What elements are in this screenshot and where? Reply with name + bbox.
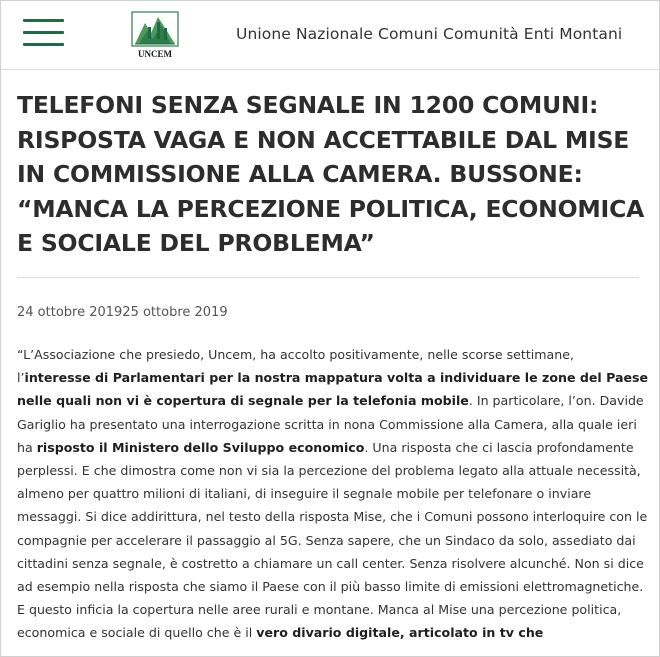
title-divider xyxy=(17,277,639,278)
body-bold-run: interesse di Parlamentari per la nostra mappatura volta a individuare le zone del Paese nelle quali non vi è copertura di segnale per la telefonia mobile xyxy=(17,370,649,409)
article-title: TELEFONI SENZA SEGNALE IN 1200 COMUNI: RISPOSTA VAGA E NON ACCETTABILE DAL MISE IN COMMISSIONE ALLA CAMERA. BUSSONE: “MANCA LA PERCEZIONE POLITICA, ECONOMICA E SOCIALE DEL PROBLEMA” xyxy=(17,91,645,257)
body-text-run: “L’Associazione che presiedo, Uncem, ha accolto positivamente, nelle scorse settimane, l’ xyxy=(17,347,574,386)
article-dates: 24 ottobre 201925 ottobre 2019 xyxy=(17,305,228,320)
article-body xyxy=(17,343,649,645)
site-name[interactable]: Unione Nazionale Comuni Comunità Enti Montani xyxy=(236,25,623,43)
logo-text: UNCEM xyxy=(138,49,172,59)
site-header xyxy=(1,1,659,70)
body-text-run: . In particolare, l’on. Davide Gariglio ha presentato una interrogazione scritta in nona Commissione alla Camera, alla quale ieri ha xyxy=(17,393,644,455)
body-text-run: . Una risposta che ci lascia profondamente perplessi. E che dimostra come non vi sia la percezione del problema legato alla attuale necessità, almeno per quattro milioni di italiani, di inseguire il segnale mobile per telefonare o inviare messaggi. Si dice addirittura, nel testo della risposta Mise, che i Comuni possono interloquire con le compagnie per accelerare il passaggio al 5G. Senza sapere, che un Sindaco da solo, assediato dai cittadini senza segnale, è costretto a chiamare un call center. Senza risolvere alcunché. Non si dice ad esempio nella risposta che siamo il Paese con il più basso limite di emissioni elettromagnetiche. E questo inficia la copertura nelle aree rurali e montane. Manca al Mise una percezione politica, economica e sociale di quello che è il xyxy=(17,439,648,641)
menu-bar xyxy=(23,19,64,22)
menu-bar xyxy=(23,31,64,34)
body-bold-run: risposto il Ministero dello Sviluppo economico xyxy=(36,439,365,455)
body-bold-run: vero divario digitale, articolato in tv che xyxy=(256,625,544,641)
menu-icon[interactable] xyxy=(23,18,65,48)
uncem-logo[interactable] xyxy=(131,11,179,61)
menu-bar xyxy=(23,43,64,46)
